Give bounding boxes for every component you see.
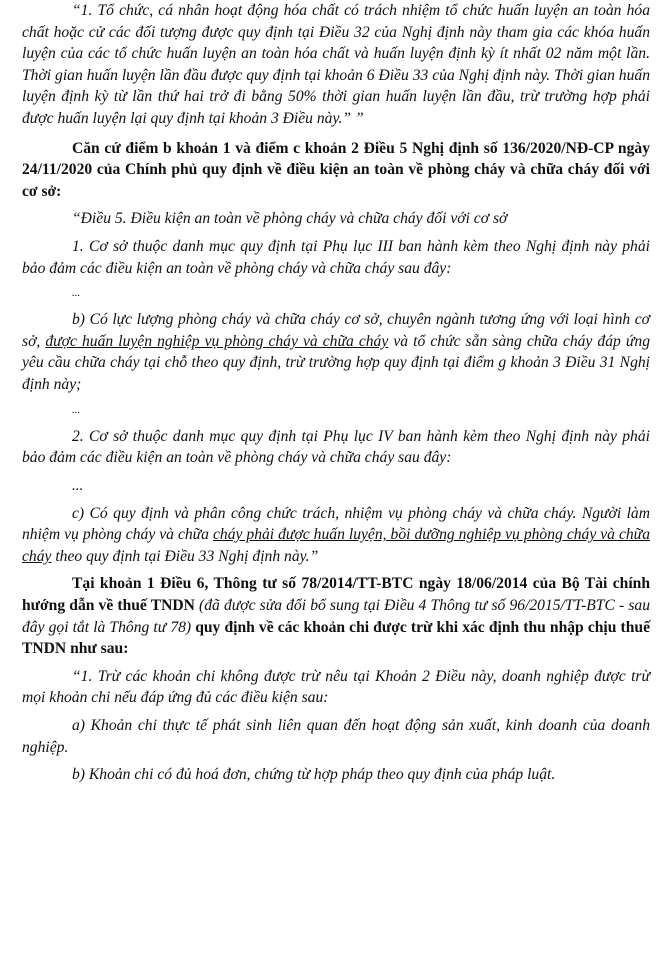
point-b-underlined: được huấn luyện nghiệp vụ phòng cháy và chữa cháy [45, 332, 389, 350]
article-6-point-b: b) Khoản chi có đủ hoá đơn, chứng từ hợp pháp theo quy định của pháp luật. [72, 766, 556, 784]
circular-78-italic-note: (đã được sửa đổi bổ sung tại Điều 4 Thông tư số 96/2015/TT-BTC - sau đây gọi tắt là Thông tư 78) [22, 597, 650, 636]
point-b-text-pre: b) Có lực lượng phòng cháy và chữa cháy cơ sở, chuyên ngành tương ứng với loại hình cơ sở, [22, 311, 650, 350]
circular-78-bold-post: quy định về các khoản chi được trừ khi xác định thu nhập chịu thuế TNDN như sau: [22, 618, 650, 658]
ellipsis-1: ... [72, 287, 81, 300]
point-c-text-pre: c) Có quy định và phân công chức trách, nhiệm vụ phòng cháy và chữa cháy. Người làm nhiệm vụ phòng cháy và chữa [22, 504, 650, 544]
point-b-text-post: và tổ chức sẵn sàng chữa cháy đáp ứng yêu cầu chữa cháy tại chỗ theo quy định, trừ trường hợp quy định tại điểm g khoản 3 Điều 31 Nghị định này; [22, 332, 650, 393]
article-5-title: “Điều 5. Điều kiện an toàn về phòng cháy và chữa cháy đối với cơ sở [72, 210, 508, 228]
ellipsis-2: ... [72, 403, 81, 416]
legal-basis-circular-78 [22, 573, 650, 659]
document-page [22, 0, 650, 786]
point-c-text-post: theo quy định tại Điều 33 Nghị định này.” [51, 547, 319, 565]
article-5-clause-2: 2. Cơ sở thuộc danh mục quy định tại Phụ lục IV ban hành kèm theo Nghị định này phải bảo đảm các điều kiện an toàn về phòng cháy và chữa cháy sau đây: [22, 427, 650, 467]
point-c-underlined: cháy phải được huấn luyện, bồi dưỡng nghiệp vụ phòng cháy và chữa cháy [22, 526, 650, 565]
ellipsis-3: ... [72, 477, 84, 494]
article-6-clause-1: “1. Trừ các khoản chi không được trừ nêu tại Khoản 2 Điều này, doanh nghiệp được trừ mọi khoản chi nếu đáp ứng đủ các điều kiện sau: [22, 667, 650, 707]
circular-78-bold-pre: Tại khoản 1 Điều 6, Thông tư số 78/2014/TT-BTC ngày 18/06/2014 của Bộ Tài chính hướng dẫn về thuế TNDN [22, 575, 650, 615]
article-6-point-a: a) Khoản chi thực tế phát sinh liên quan đến hoạt động sản xuất, kinh doanh của doanh nghiệp. [22, 717, 650, 756]
quote-chemical-training: “1. Tổ chức, cá nhân hoạt động hóa chất có trách nhiệm tổ chức huấn luyện an toàn hóa chất hoặc cử các đối tượng được quy định tại Điều 32 của Nghị định này tham gia các khóa huấn luyện của các tổ chức huấn luyện an toàn hóa chất và huấn luyện định kỳ ít nhất 02 năm một lần. Thời gian huấn luyện lần đầu được quy định tại khoản 6 Điều 33 của Nghị định này. Thời gian huấn luyện định kỳ từ lần thứ hai trở đi bằng 50% thời gian huấn luyện lần đầu, trừ trường hợp phải được huấn luyện lại quy định tại khoản 3 Điều này.” ” [22, 2, 650, 127]
article-5-clause-1: 1. Cơ sở thuộc danh mục quy định tại Phụ lục III ban hành kèm theo Nghị định này phải bảo đảm các điều kiện an toàn về phòng cháy và chữa cháy sau đây: [22, 237, 650, 277]
article-5-point-c [22, 503, 650, 568]
legal-basis-decree-136: Căn cứ điểm b khoản 1 và điểm c khoản 2 Điều 5 Nghị định số 136/2020/NĐ-CP ngày 24/11/2020 của Chính phủ quy định về điều kiện an toàn về phòng cháy và chữa cháy đối với cơ sở: [22, 139, 650, 200]
article-5-point-b [22, 309, 650, 395]
